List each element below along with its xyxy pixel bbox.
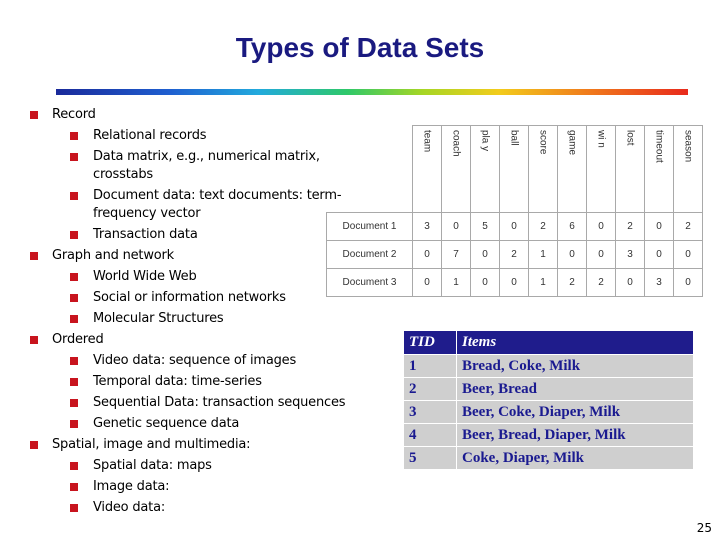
term-count: 0 [442, 213, 471, 241]
items-header: Items [457, 331, 694, 355]
term-count: 0 [645, 213, 674, 241]
bullet-icon [70, 399, 78, 407]
bullet-icon [70, 132, 78, 140]
table-row [327, 213, 703, 241]
tid-cell: 4 [404, 424, 457, 447]
outline-subitem: Temporal data: time-series [93, 374, 262, 389]
term-count: 2 [587, 269, 616, 297]
term-header [616, 126, 645, 213]
items-cell: Beer, Bread [457, 378, 694, 401]
outline-subitem: Video data: sequence of images [93, 353, 297, 368]
outline-item: Graph and network [52, 248, 174, 263]
outline-subitem: Sequential Data: transaction sequences [93, 395, 346, 410]
term-count: 0 [558, 241, 587, 269]
bullet-icon [70, 420, 78, 428]
rainbow-divider [56, 89, 688, 95]
term-label: season [682, 130, 694, 163]
term-count: 3 [616, 241, 645, 269]
term-header [674, 126, 703, 213]
outline-subitem: Spatial data: maps [93, 458, 212, 473]
tid-cell: 2 [404, 378, 457, 401]
term-count: 0 [413, 241, 442, 269]
bullet-icon [70, 504, 78, 512]
tid-header: TID [404, 331, 457, 355]
tid-cell: 3 [404, 401, 457, 424]
term-count: 2 [500, 241, 529, 269]
term-count: 0 [471, 241, 500, 269]
term-count: 0 [587, 241, 616, 269]
bullet-icon [70, 153, 78, 161]
bullet-icon [70, 315, 78, 323]
outline-subitem: World Wide Web [93, 269, 197, 284]
term-count: 2 [558, 269, 587, 297]
outline-item: Spatial, image and multimedia: [52, 437, 251, 452]
term-count: 0 [616, 269, 645, 297]
bullet-icon [70, 462, 78, 470]
term-count: 3 [413, 213, 442, 241]
term-label: score [537, 130, 549, 155]
term-count: 0 [587, 213, 616, 241]
term-count: 0 [674, 269, 703, 297]
term-count: 2 [674, 213, 703, 241]
term-label: team [421, 130, 433, 153]
term-count: 7 [442, 241, 471, 269]
table-row [404, 401, 694, 424]
document-label: Document 2 [327, 241, 413, 269]
items-cell: Beer, Coke, Diaper, Milk [457, 401, 694, 424]
outline-subitem: Transaction data [93, 227, 198, 242]
table-row [327, 269, 703, 297]
term-label: timeout [653, 130, 665, 163]
bullet-icon [30, 252, 38, 260]
slide-title: Types of Data Sets [235, 32, 485, 63]
term-label: coach [450, 130, 462, 157]
page-number: 25 [696, 521, 712, 535]
term-header [500, 126, 529, 213]
term-label: pla y [479, 130, 491, 152]
term-count: 0 [500, 269, 529, 297]
term-label: wi n [595, 130, 607, 148]
transaction-table [403, 330, 694, 470]
table-corner [327, 126, 413, 213]
outline-subitem: Image data: [93, 479, 170, 494]
term-count: 5 [471, 213, 500, 241]
outline-item: Ordered [52, 332, 104, 347]
items-cell: Coke, Diaper, Milk [457, 447, 694, 470]
term-count: 0 [645, 241, 674, 269]
term-count: 1 [442, 269, 471, 297]
term-header [442, 126, 471, 213]
outline-item: Record [52, 107, 96, 122]
term-count: 0 [674, 241, 703, 269]
term-header [558, 126, 587, 213]
bullet-icon [70, 273, 78, 281]
term-header [413, 126, 442, 213]
outline-subitem: Document data: text documents: term- [93, 188, 342, 203]
outline-subitem: frequency vector [93, 206, 201, 221]
items-cell: Beer, Bread, Diaper, Milk [457, 424, 694, 447]
bullet-icon [30, 336, 38, 344]
bullet-icon [70, 357, 78, 365]
tid-cell: 5 [404, 447, 457, 470]
table-row [404, 424, 694, 447]
term-count: 2 [616, 213, 645, 241]
outline-subitem: Genetic sequence data [93, 416, 240, 431]
term-header [471, 126, 500, 213]
outline-subitem: Social or information networks [93, 290, 286, 305]
outline-subitem: Molecular Structures [93, 311, 224, 326]
bullet-icon [70, 483, 78, 491]
term-count: 6 [558, 213, 587, 241]
outline-subitem: Data matrix, e.g., numerical matrix, [93, 149, 320, 164]
term-header [529, 126, 558, 213]
outline-subitem: crosstabs [93, 167, 153, 182]
tid-cell: 1 [404, 355, 457, 378]
document-label: Document 1 [327, 213, 413, 241]
bullet-icon [70, 192, 78, 200]
items-cell: Bread, Coke, Milk [457, 355, 694, 378]
document-label: Document 3 [327, 269, 413, 297]
bullet-icon [30, 111, 38, 119]
term-count: 0 [500, 213, 529, 241]
bullet-icon [70, 378, 78, 386]
bullet-icon [70, 294, 78, 302]
document-term-table [326, 125, 703, 297]
term-count: 0 [413, 269, 442, 297]
term-count: 1 [529, 241, 558, 269]
bullet-icon [30, 441, 38, 449]
table-row [404, 355, 694, 378]
term-header [587, 126, 616, 213]
term-count: 2 [529, 213, 558, 241]
term-label: game [566, 130, 578, 156]
table-row [404, 447, 694, 470]
term-count: 1 [529, 269, 558, 297]
term-count: 0 [471, 269, 500, 297]
table-row [404, 378, 694, 401]
term-label: ball [508, 130, 520, 146]
outline-subitem: Relational records [93, 128, 207, 143]
bullet-icon [70, 231, 78, 239]
term-header [645, 126, 674, 213]
outline-subitem: Video data: [93, 500, 166, 515]
table-row [327, 241, 703, 269]
term-count: 3 [645, 269, 674, 297]
term-label: lost [624, 130, 636, 146]
